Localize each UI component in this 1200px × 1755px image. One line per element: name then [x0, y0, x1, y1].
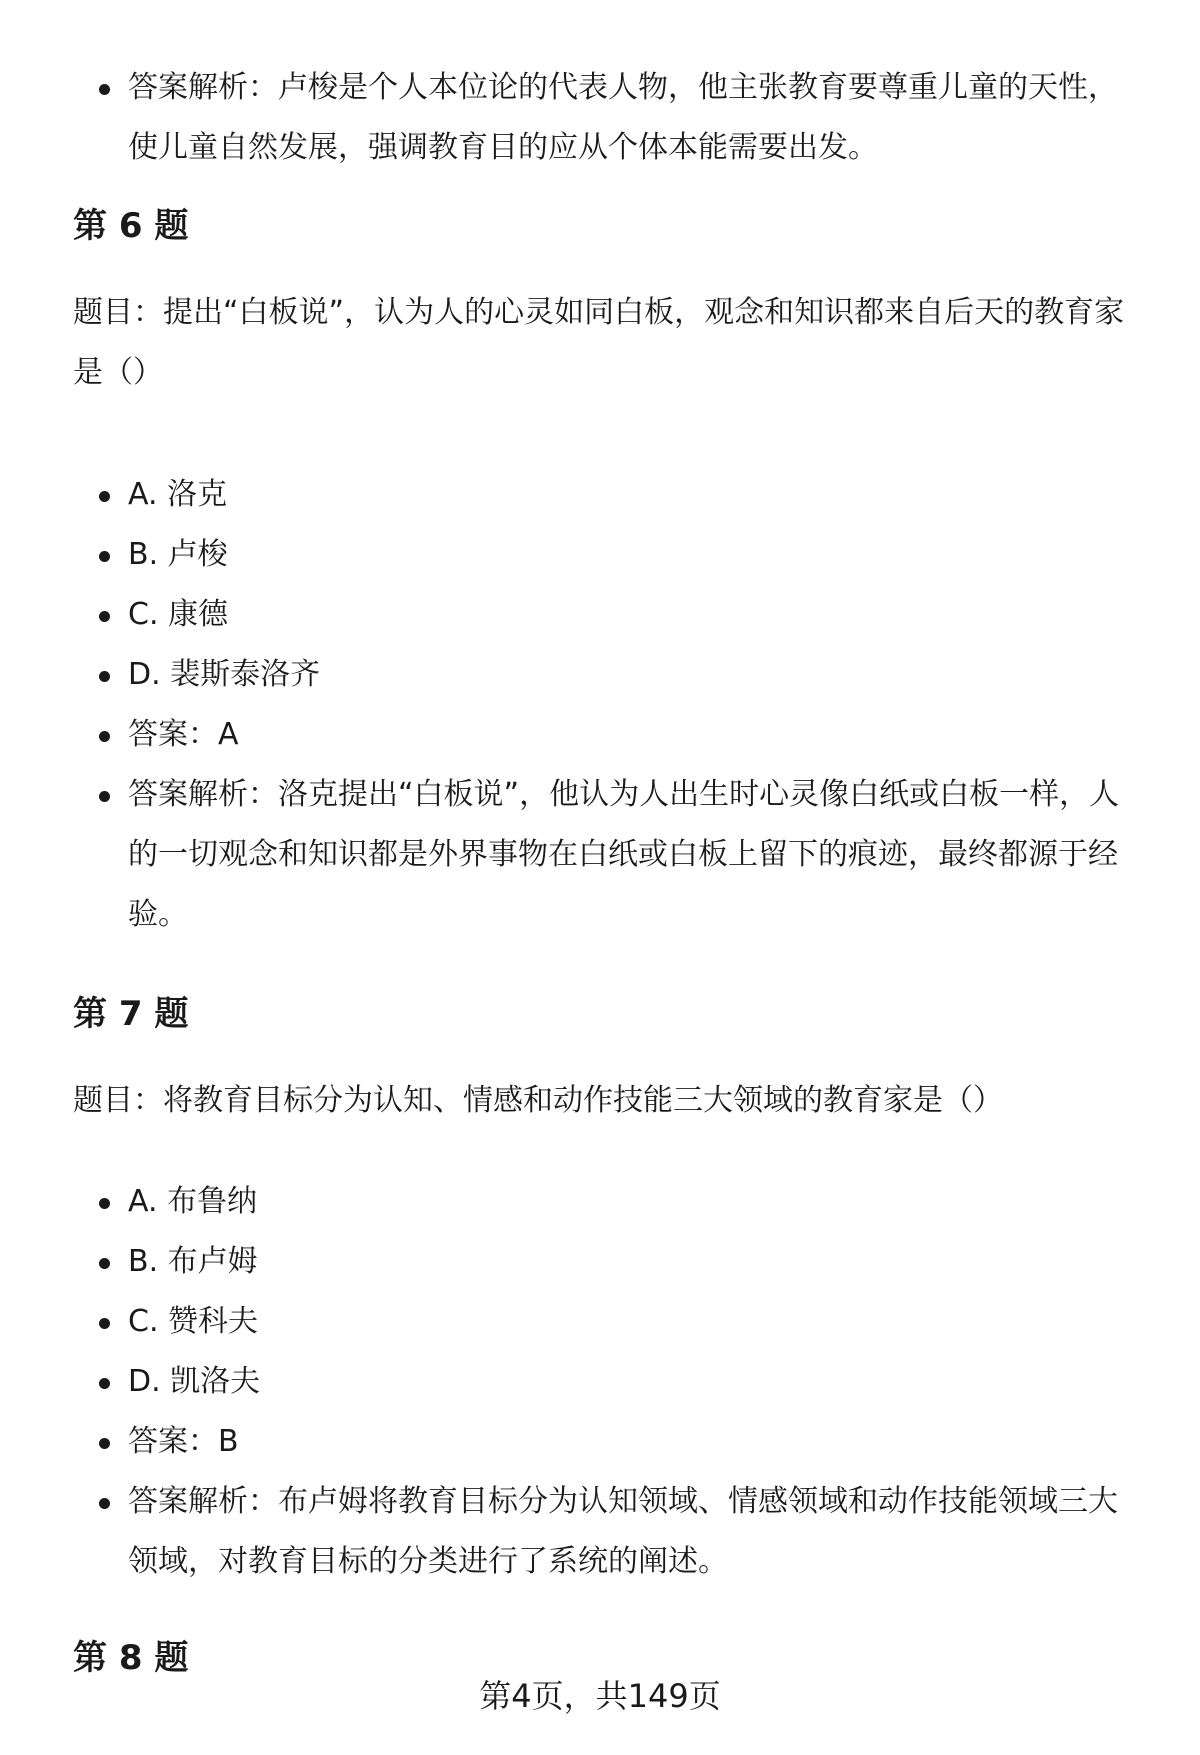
option-a: A. 洛克 — [0, 465, 1200, 525]
explanation-item: 答案解析：卢梭是个人本位论的代表人物，他主张教育要尊重儿童的天性，使儿童自然发展，强调教育目的应从个体本能需要出发。 — [0, 58, 1200, 178]
option-d: D. 裴斯泰洛齐 — [0, 645, 1200, 705]
explanation-item: 答案解析：布卢姆将教育目标分为认知领域、情感领域和动作技能领域三大领域，对教育目标的分类进行了系统的阐述。 — [0, 1472, 1200, 1592]
question-8-title: 第 8 题 — [73, 1638, 189, 1678]
option-c: C. 赞科夫 — [0, 1292, 1200, 1352]
option-b: B. 卢梭 — [0, 525, 1200, 585]
previous-question-explanation — [0, 58, 1200, 178]
page-indicator: 第4页，共149页 — [479, 1677, 721, 1715]
question-6-text: 题目：提出“白板说”，认为人的心灵如同白板，观念和知识都来自后天的教育家是（） — [73, 295, 1125, 390]
question-6-title: 第 6 题 — [73, 206, 189, 246]
question-7-options — [0, 1172, 1200, 1592]
question-7-title: 第 7 题 — [73, 994, 189, 1034]
explanation-item: 答案解析：洛克提出“白板说”，他认为人出生时心灵像白纸或白板一样，人的一切观念和知识都是外界事物在白纸或白板上留下的痕迹，最终都源于经验。 — [0, 765, 1200, 945]
option-c: C. 康德 — [0, 585, 1200, 645]
question-7-text: 题目：将教育目标分为认知、情感和动作技能三大领域的教育家是（） — [73, 1083, 1003, 1118]
question-6-options — [0, 465, 1200, 945]
answer-item: 答案：B — [0, 1412, 1200, 1472]
option-b: B. 布卢姆 — [0, 1232, 1200, 1292]
answer-item: 答案：A — [0, 705, 1200, 765]
option-a: A. 布鲁纳 — [0, 1172, 1200, 1232]
option-d: D. 凯洛夫 — [0, 1352, 1200, 1412]
